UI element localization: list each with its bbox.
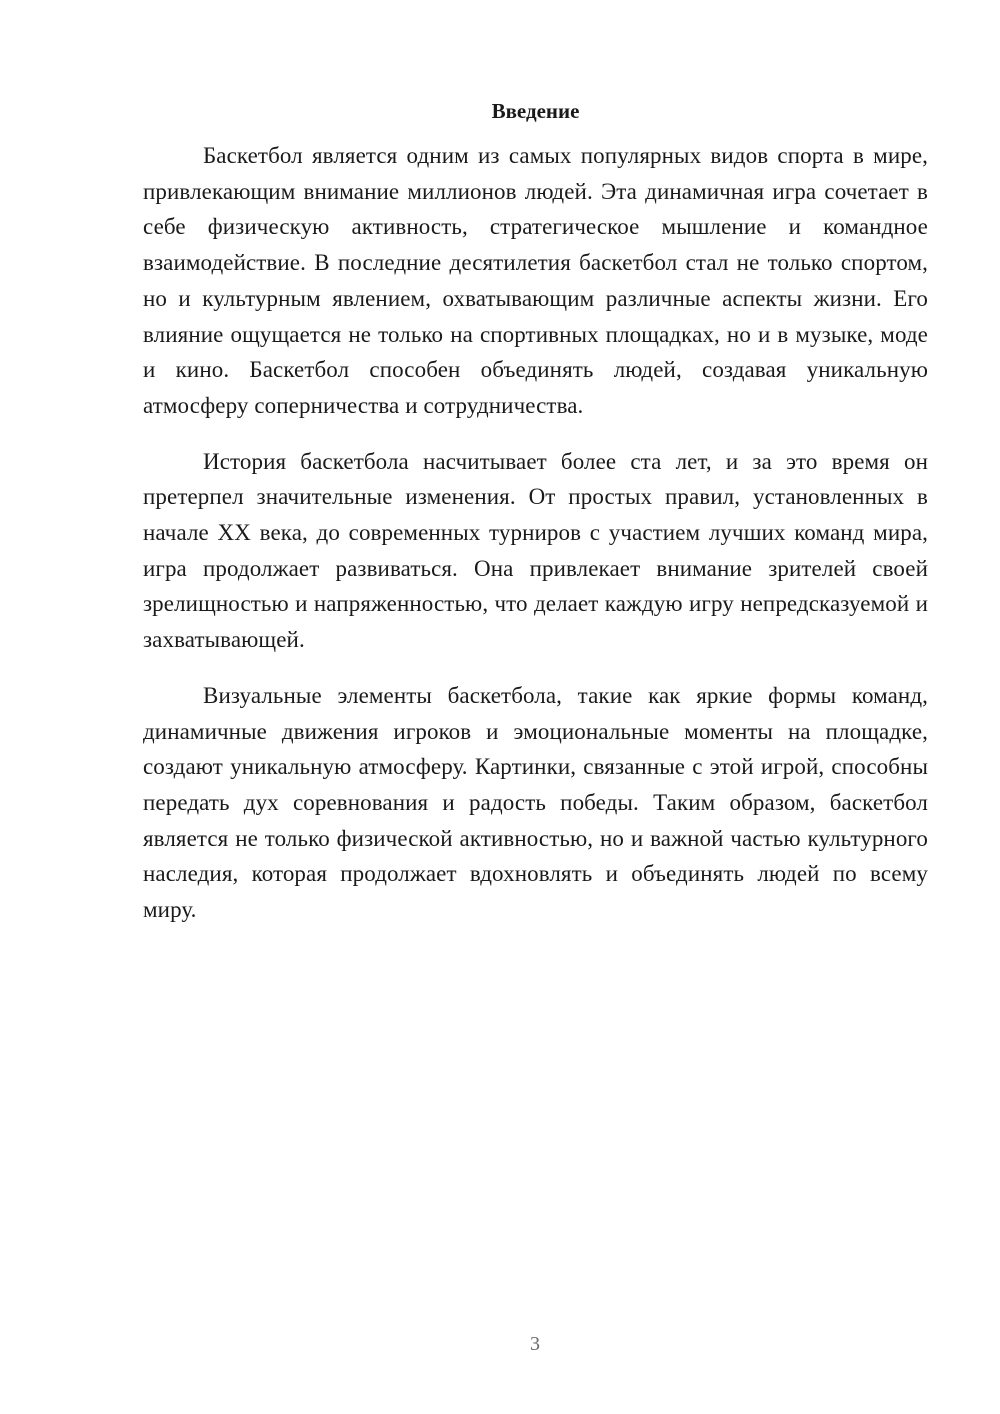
paragraph-2: История баскетбола насчитывает более ста лет, и за это время он претерпел значительные изменения. От простых правил, установленных в начале XX века, до современных турниров с участием лучших команд мира, игра продолжает развиваться. Она привлекает внимание зрителей своей зрелищностью и напряженностью, что делает каждую игру непредсказуемой и захватывающей. [143, 448, 928, 653]
paragraph-3: Визуальные элементы баскетбола, такие как яркие формы команд, динамичные движения игроков и эмоциональные моменты на площадке, создают уникальную атмосферу. Картинки, связанные с этой игрой, способны передать дух соревнования и радость победы. Таким образом, баскетбол является не только физической активностью, но и важной частью культурного наследия, которая продолжает вдохновлять и объединять людей по всему миру. [143, 682, 928, 923]
page-content [143, 96, 928, 948]
section-heading: Введение [491, 99, 580, 123]
page-number: 3 [530, 1333, 540, 1355]
paragraph-1: Баскетбол является одним из самых популярных видов спорта в мире, привлекающим внимание миллионов людей. Эта динамичная игра сочетает в себе физическую активность, стратегическое мышление и командное взаимодействие. В последние десятилетия баскетбол стал не только спортом, но и культурным явлением, охватывающим различные аспекты жизни. Его влияние ощущается не только на спортивных площадках, но и в музыке, моде и кино. Баскетбол способен объединять людей, создавая уникальную атмосферу соперничества и сотрудничества. [143, 143, 928, 418]
